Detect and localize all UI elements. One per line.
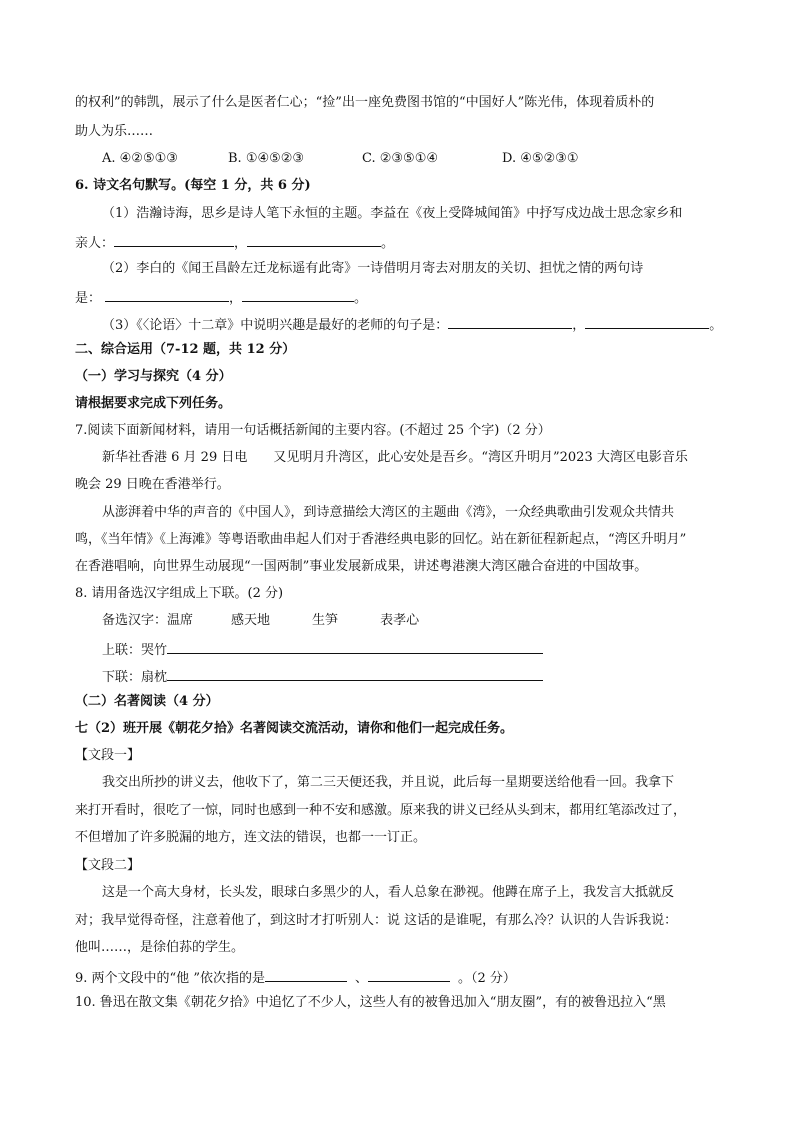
segment2-line1: 这是一个高大身材，长头发，眼球白多黑少的人，看人总象在渺视。他蹲在席子上，我发言大抵就反 xyxy=(102,885,675,900)
q8-upper-label: 上联：哭竹 xyxy=(102,643,168,658)
q6-p3-period: 。 xyxy=(709,318,723,333)
q5-option-c: C. ②③⑤①④ xyxy=(362,151,439,166)
q8-chars-line xyxy=(102,612,419,630)
q6-p2-line1: （2）李白的《闻王昌龄左迁龙标遥有此寄》一诗借明月寄去对朋友的关切、担忧之情的两句诗 xyxy=(102,261,644,276)
q9-blank-1[interactable] xyxy=(265,967,347,982)
q7-dateline: 新华社香港 6 月 29 日电 xyxy=(102,450,248,465)
q6-p2-period: 。 xyxy=(354,291,368,306)
q5-option-b: B. ①④⑤②③ xyxy=(228,151,305,166)
q8-upper-blank[interactable] xyxy=(167,639,543,654)
segment1-line3: 不但增加了许多脱漏的地方，连文法的错误，也都一一订正。 xyxy=(75,830,427,845)
q8-char-option: 生笋 xyxy=(312,613,339,628)
q8-title: 8. 请用备选汉字组成上下联。(2 分) xyxy=(75,586,284,601)
q9-line xyxy=(75,967,516,988)
q9-prefix: 9. 两个文段中的“他 ”依次指的是 xyxy=(75,971,265,986)
segment2-line3: 他叫……，是徐伯荪的学生。 xyxy=(75,940,245,955)
q6-p1-comma: ， xyxy=(234,236,248,251)
q6-p1-line1: （1）浩瀚诗海，思乡是诗人笔下永恒的主题。李益在《夜上受降城闻笛》中抒写戍边战士思念家乡和 xyxy=(102,206,683,221)
q6-p3-line xyxy=(102,314,722,335)
intro-line-1: 的权利”的韩凯，展示了什么是医者仁心；“捡”出一座免费图书馆的“中国好人”陈光伟，体现着质朴的 xyxy=(75,95,655,110)
segment2-title: 【文段二】 xyxy=(75,858,141,873)
q6-blank-3[interactable] xyxy=(105,287,229,302)
q6-blank-2[interactable] xyxy=(247,232,381,247)
q7-news-line1 xyxy=(102,449,688,467)
q8-lower-label: 下联：扇枕 xyxy=(102,670,168,685)
intro-line-2: 助人为乐…… xyxy=(75,124,154,139)
q8-char-option: 温席 xyxy=(167,613,194,628)
q7-news-line4: 鸣，《当年情》《上海滩》等粤语歌曲串起人们对于香港经典电影的回忆。站在新征程新起点，“湾区升明月” xyxy=(75,532,687,547)
q5-option-d: D. ④⑤②③① xyxy=(502,151,579,166)
q9-separator: 、 xyxy=(354,971,368,986)
q8-lower-blank[interactable] xyxy=(167,666,543,681)
q8-chars-label: 备选汉字： xyxy=(102,613,168,628)
q8-char-option: 感天地 xyxy=(231,613,271,628)
q8-char-option: 表孝心 xyxy=(380,613,420,628)
q6-p3-prefix: （3）《〈论语〉十二章》中说明兴趣是最好的老师的句子是： xyxy=(102,318,449,333)
q7-news-line2: 晚会 29 日晚在香港举行。 xyxy=(75,477,230,492)
q6-p2-prefix: 是： xyxy=(75,291,102,306)
q9-suffix: 。（2 分） xyxy=(457,971,516,986)
section2-instruction: 请根据要求完成下列任务。 xyxy=(75,396,232,411)
section2-sub2: （二）名著阅读（4 分） xyxy=(75,694,219,709)
q9-blank-2[interactable] xyxy=(368,967,450,982)
q7-news-line3: 从澎湃着中华的声音的《中国人》，到诗意描绘大湾区的主题曲《湾》，一众经典歌曲引发观众共情共 xyxy=(102,505,675,520)
q6-blank-6[interactable] xyxy=(585,314,709,329)
q10-line: 10. 鲁迅在散文集《朝花夕拾》中追忆了不少人，这些人有的被鲁迅加入“朋友圈”，有的被鲁迅拉入“黑 xyxy=(75,995,666,1010)
q6-blank-5[interactable] xyxy=(448,314,572,329)
segment2-line2: 对；我早觉得奇怪，注意着他了，到这时才打听别人：说 这话的是谁呢，有那么冷？认识的人告诉我说： xyxy=(75,913,678,928)
section2-sub1: （一）学习与探究（4 分） xyxy=(75,369,232,384)
q5-option-a: A. ④②⑤①③ xyxy=(102,151,178,166)
q6-blank-4[interactable] xyxy=(242,287,354,302)
segment1-line1: 我交出所抄的讲义去，他收下了，第二三天便还我，并且说，此后每一星期要送给他看一回。我拿下 xyxy=(102,775,675,790)
reading-intro: 七（2）班开展《朝花夕拾》名著阅读交流活动，请你和他们一起完成任务。 xyxy=(75,721,514,736)
q6-p1-prefix: 亲人： xyxy=(75,236,115,251)
section2-title: 二、综合运用（7-12 题，共 12 分） xyxy=(75,342,296,357)
q6-title: 6. 诗文名句默写。(每空 1 分，共 6 分) xyxy=(75,178,311,193)
q6-blank-1[interactable] xyxy=(114,232,234,247)
segment1-line2: 来打开看时，很吃了一惊，同时也感到一种不安和感激。原来我的讲义已经从头到末，都用红笔添改过了， xyxy=(75,803,687,818)
segment1-title: 【文段一】 xyxy=(75,748,141,763)
q6-p1-answer-line xyxy=(75,232,394,253)
q8-upper-line xyxy=(102,639,543,660)
q6-p2-comma: ， xyxy=(229,291,243,306)
q7-news-line5: 在香港唱响，向世界生动展现“一国两制”事业发展新成果，讲述粤港澳大湾区融合奋进的中国故事。 xyxy=(75,559,648,574)
q7-title: 7.阅读下面新闻材料，请用一句话概括新闻的主要内容。(不超过 25 个字)（2 分） xyxy=(75,423,551,438)
q6-p3-comma: ， xyxy=(572,318,586,333)
q8-lower-line xyxy=(102,666,543,687)
q6-p2-answer-line xyxy=(75,287,367,308)
q7-news-lead: 又见明月升湾区，此心安处是吾乡。“湾区升明月”2023 大湾区电影音乐 xyxy=(273,450,688,465)
q6-p1-period: 。 xyxy=(381,236,395,251)
